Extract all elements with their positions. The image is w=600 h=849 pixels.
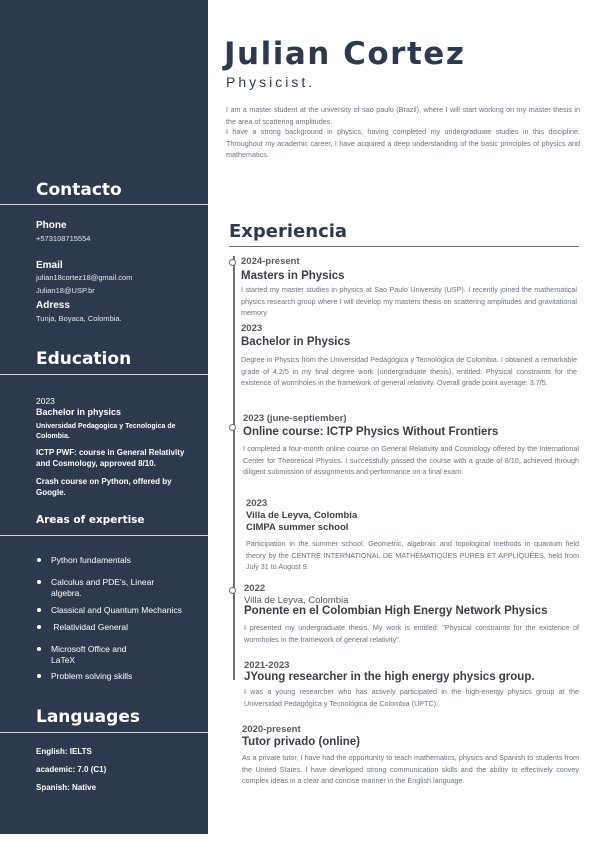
education-course-1: ICTP PWF: course in General Relativity and Cosmology, approved 8/10. bbox=[36, 448, 185, 468]
expertise-item: Classical and Quantum Mechanics bbox=[51, 605, 182, 615]
expertise-item: Relatividad General bbox=[51, 622, 129, 632]
email-value-1[interactable]: julian18cortez18@gmail.com bbox=[36, 273, 133, 282]
entry-title: Tutor privado (online) bbox=[242, 736, 360, 748]
entry-title: Bachelor in Physics bbox=[241, 336, 351, 348]
entry-title: CIMPA summer school bbox=[246, 522, 349, 533]
education-year: 2023 bbox=[36, 396, 55, 406]
entry-date: 2023 (june-septiember) bbox=[243, 413, 347, 424]
entry-desc: As a private tutor, I have had the opportunity to teach mathematics, physics and Spanish to students from the United States. I have developed strong communication skills and the ability to effectively convey complex ideas in a clear and concise manner in the English language. bbox=[242, 753, 579, 785]
education-heading: Education bbox=[36, 349, 132, 369]
expertise-item: Calculus and PDE's, Linear algebra. bbox=[51, 577, 155, 598]
entry-date: 2024-present bbox=[241, 256, 300, 267]
divider bbox=[0, 204, 208, 205]
entry-date: 2020-present bbox=[242, 724, 301, 735]
entry-location: Villa de Leyva, Colombia bbox=[244, 595, 349, 606]
entry-date: 2023 bbox=[241, 323, 263, 334]
entry-date: 2022 bbox=[244, 583, 266, 594]
bullet-icon bbox=[37, 674, 41, 678]
timeline-dot-icon bbox=[229, 424, 236, 431]
expertise-item: Microsoft Office and LaTeX bbox=[51, 644, 127, 665]
divider bbox=[0, 535, 208, 536]
divider bbox=[229, 246, 579, 247]
divider bbox=[0, 732, 208, 733]
intro-paragraph-2: I have a strong background in physics, having completed my undergraduate studies in this discipline. Throughout my academic career, I have acquired a deep understanding of the basic principles of physics and mathematics. bbox=[226, 127, 580, 159]
timeline-line bbox=[233, 256, 235, 680]
intro-paragraph-1: I am a master student at the university of sao paulo (Brazil), where I will start working on my master thesis in the area of scattering amplitudes. bbox=[226, 105, 580, 126]
entry-desc: Participation in the summer school: Geometric, algebraic and topological methods in quantum field theory by the CENTRE INTERNATIONAL DE MATHÉMATIQUES PURES ET APPLIQUÉES, held from July 31 to August 9. bbox=[246, 539, 579, 571]
language-spanish: Spanish: Native bbox=[36, 783, 97, 792]
address-value: Tunja, Boyaca, Colombia. bbox=[36, 314, 122, 323]
entry-title: JYoung researcher in the high energy physics group. bbox=[244, 671, 535, 683]
timeline-dot-icon bbox=[229, 259, 236, 266]
bullet-icon bbox=[37, 647, 41, 651]
entry-date: 2023 bbox=[246, 498, 268, 509]
bullet-icon bbox=[37, 608, 41, 612]
education-school: Universidad Pedagogica y Tecnologica de Colombia. bbox=[36, 423, 176, 440]
expertise-item: Problem solving skills bbox=[51, 671, 133, 681]
entry-title: Masters in Physics bbox=[241, 270, 345, 282]
entry-desc: I started my master studies in physics at Sao Paulo University (USP). I recently joined the mathematical physics research group where I will develop my masters thesis on scattering amplitudes and gravitational memory bbox=[241, 285, 577, 317]
entry-desc: Degree in Physics from the Universidad Pedagógica y Tecnológica de Colombia. I obtained a remarkable grade of 4.2/5 in my final degree work (undergraduate thesis), entitled: Physical constraints for the existence of wormholes in the framework of general relativity. Overall grade point average: 3.7/5. bbox=[241, 355, 577, 387]
expertise-heading: Areas of expertise bbox=[36, 514, 145, 526]
page-title: Julian Cortez bbox=[224, 36, 466, 72]
language-english-score: academic: 7.0 (C1) bbox=[36, 765, 107, 774]
timeline-dot-icon bbox=[229, 587, 236, 594]
sidebar bbox=[0, 0, 208, 834]
job-title: Physicist. bbox=[226, 74, 316, 90]
entry-desc: I completed a four-month online course on General Relativity and Cosmology offered by the International Center for Theoretical Physics. I successfully passed the course with a grade of 8/10, achieved through diligent submission of assignments and performance on a final exam. bbox=[243, 444, 579, 476]
entry-date: 2021-2023 bbox=[244, 660, 290, 671]
expertise-item: Python fundamentals bbox=[51, 555, 131, 565]
experience-heading: Experiencia bbox=[229, 221, 348, 242]
education-degree: Bachelor in physics bbox=[36, 407, 122, 417]
languages-heading: Languages bbox=[36, 707, 140, 727]
entry-location: Villa de Leyva, Colombia bbox=[246, 510, 358, 521]
divider bbox=[0, 374, 208, 375]
bullet-icon bbox=[37, 558, 41, 562]
education-course-2: Crash course on Python, offered by Google. bbox=[36, 477, 172, 497]
entry-desc: I presented my undergraduate thesis. My work is entitled: "Physical constraints for the existence of wormholes in the framework of general relativity". bbox=[244, 623, 579, 644]
email-label: Email bbox=[36, 260, 63, 271]
bullet-icon bbox=[37, 625, 41, 629]
language-english: English: IELTS bbox=[36, 747, 92, 756]
contact-heading: Contacto bbox=[36, 180, 122, 200]
entry-title: Online course: ICTP Physics Without Frontiers bbox=[243, 426, 499, 438]
address-label: Adress bbox=[36, 300, 70, 311]
email-value-2[interactable]: Julian18@USP.br bbox=[36, 286, 95, 295]
bullet-icon bbox=[37, 580, 41, 584]
entry-title: Ponente en el Colombian High Energy Network Physics bbox=[244, 605, 548, 617]
entry-desc: I was a young researcher who has actively participated in the high-energy physics group at the Universidad Pedagógica y Tecnológica de Colombia (UPTC). bbox=[244, 687, 579, 708]
phone-label: Phone bbox=[36, 220, 67, 231]
phone-value[interactable]: +573108715554 bbox=[36, 234, 91, 243]
